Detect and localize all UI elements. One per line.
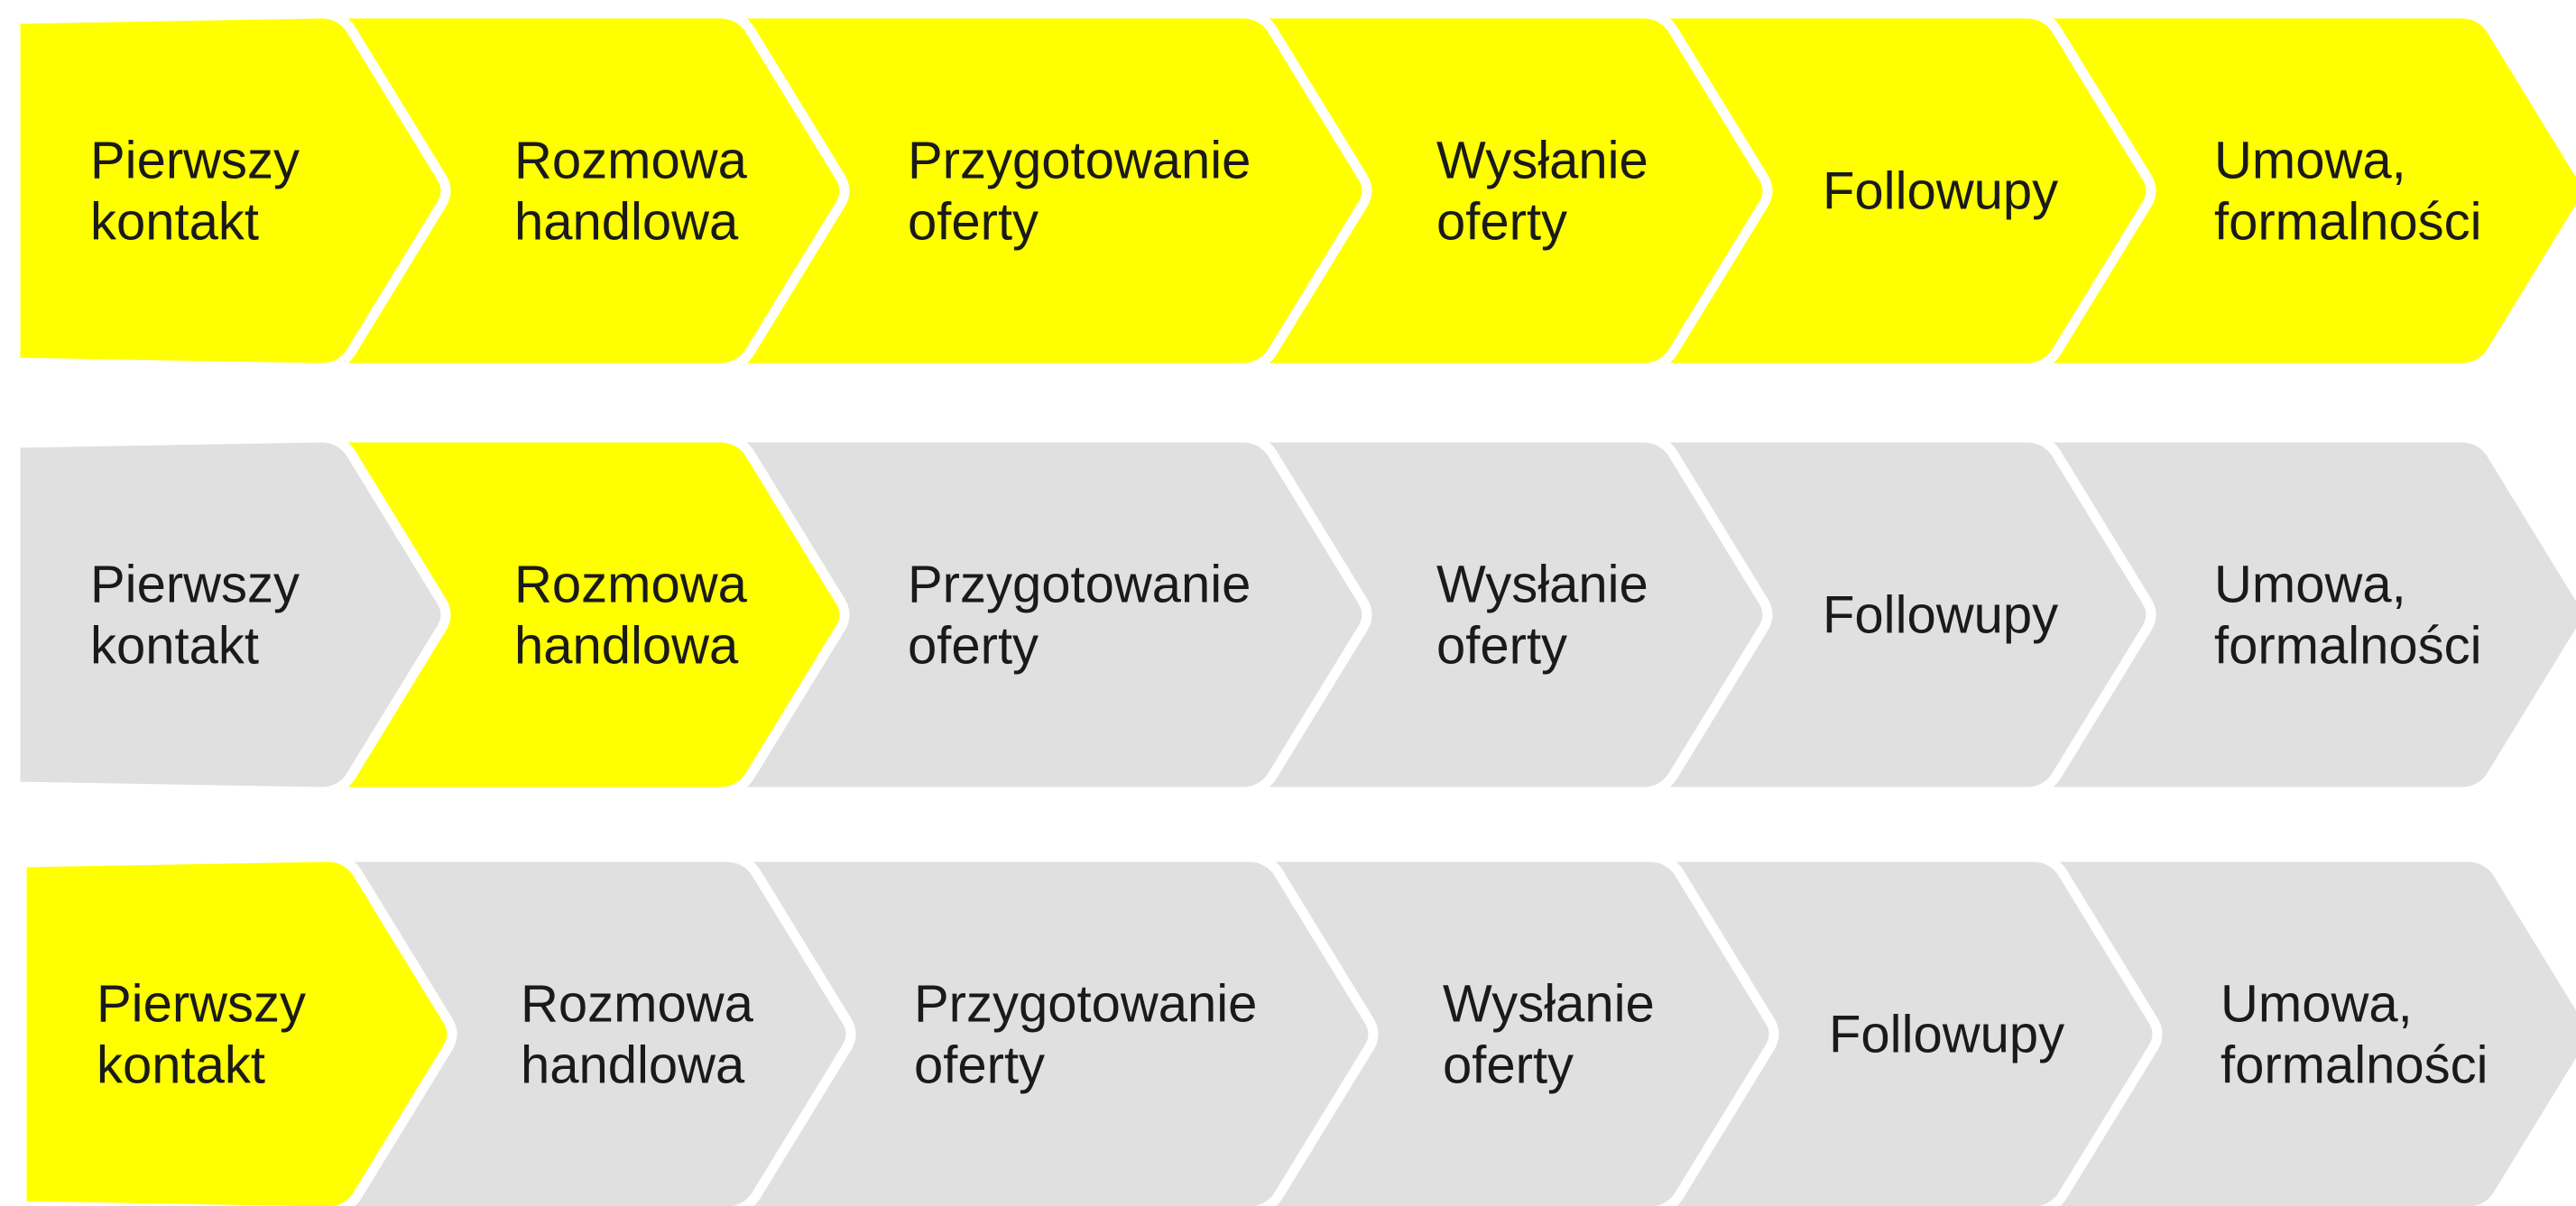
step-label-line: Followupy — [1823, 585, 2059, 645]
step-label-line: Przygotowanie — [908, 555, 1251, 614]
step-label-line: kontakt — [90, 616, 259, 676]
step-label-line: Wysłanie — [1436, 555, 1648, 614]
step-label-line: Rozmowa — [514, 131, 747, 190]
step-label-line: Pierwszy — [90, 555, 300, 614]
step-label-line: Przygotowanie — [914, 974, 1258, 1034]
step-label-line: Wysłanie — [1443, 974, 1655, 1034]
step-label-line: oferty — [1443, 1036, 1574, 1095]
step-label-line: Pierwszy — [97, 974, 307, 1034]
step-label-line: handlowa — [514, 616, 739, 676]
pipeline-row — [15, 14, 2576, 368]
step-label-line: Umowa, — [2221, 974, 2413, 1034]
pipeline-row — [22, 857, 2576, 1206]
step-label-line: formalności — [2214, 616, 2482, 676]
step-label-line: Pierwszy — [90, 131, 300, 190]
step-label-line: oferty — [914, 1036, 1046, 1095]
step-label-line: oferty — [908, 616, 1039, 676]
step-label-line: Followupy — [1829, 1005, 2065, 1064]
step-label-line: formalności — [2214, 192, 2482, 252]
pipeline-rows — [15, 14, 2576, 1206]
step-label — [1823, 586, 2058, 645]
step-label-line: kontakt — [97, 1036, 265, 1095]
step-label-line: oferty — [908, 192, 1039, 252]
step-label-line: oferty — [1436, 192, 1568, 252]
step-label-line: Rozmowa — [514, 555, 747, 614]
step-label-line: oferty — [1436, 616, 1568, 676]
step-label-line: Followupy — [1823, 161, 2059, 221]
step-label-line: Przygotowanie — [908, 131, 1251, 190]
step-label-line: Umowa, — [2214, 555, 2406, 614]
step-label-line: handlowa — [514, 192, 739, 252]
pipeline-row — [15, 437, 2576, 792]
step-label-line: Umowa, — [2214, 131, 2406, 190]
step-label — [1829, 1006, 2064, 1064]
step-label — [1823, 162, 2058, 221]
step-label-line: Wysłanie — [1436, 131, 1648, 190]
step-label-line: handlowa — [521, 1036, 745, 1095]
step-label-line: Rozmowa — [521, 974, 753, 1034]
step-label-line: kontakt — [90, 192, 259, 252]
step-label-line: formalności — [2221, 1036, 2488, 1095]
